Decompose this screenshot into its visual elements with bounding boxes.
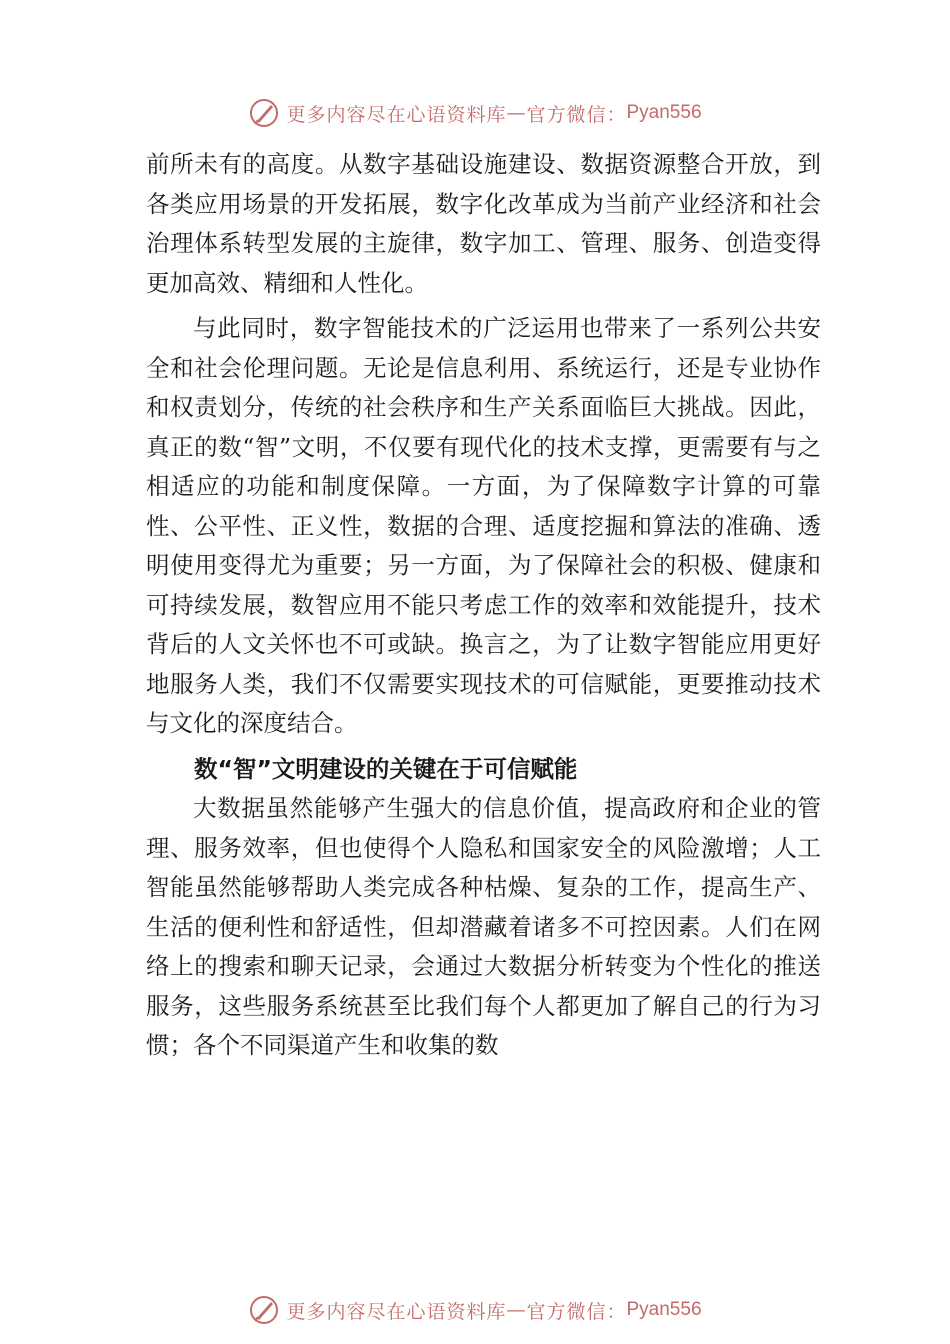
document-body [146, 145, 821, 1066]
banner-wechat-id: Pyan556 [626, 1299, 702, 1320]
paragraph-2: 与此同时，数字智能技术的广泛运用也带来了一系列公共安全和社会伦理问题。无论是信息利用、系统运行，还是专业协作和权责划分，传统的社会秩序和生产关系面临巨大挑战。因此，真正的数“智”文明，不仅要有现代化的技术支撑，更需要有与之相适应的功能和制度保障。一方面，为了保障数字计算的可靠性、公平性、正义性，数据的合理、适度挖掘和算法的准确、透明使用变得尤为重要；另一方面，为了保障社会的积极、健康和可持续发展，数智应用不能只考虑工作的效率和效能提升，技术背后的人文关怀也不可或缺。换言之，为了让数字智能应用更好地服务人类，我们不仅需要实现技术的可信赋能，更要推动技术与文化的深度结合。 [146, 314, 821, 737]
banner-site-text: 更多内容尽在心语资料库 [286, 1300, 507, 1323]
banner-dash: — [506, 102, 527, 124]
banner-wechat-label: 官方微信： [526, 103, 627, 126]
paragraph-3: 大数据虽然能够产生强大的信息价值，提高政府和企业的管理、服务效率，但也使得个人隐私和国家安全的风险激增；人工智能虽然能够帮助人类完成各种枯燥、复杂的工作，提高生产、生活的便利性和舒适性，但却潜藏着诸多不可控因素。人们在网络上的搜索和聊天记录，会通过大数据分析转变为个性化的推送服务，这些服务系统甚至比我们每个人都更加了解自己的行为习惯；各个不同渠道产生和收集的数 [146, 794, 821, 1059]
banner-wechat-label: 官方微信： [526, 1300, 627, 1323]
footer-watermark-banner [0, 1290, 950, 1330]
header-watermark-banner [0, 93, 950, 133]
banner-dash: — [506, 1299, 527, 1321]
quill-logo-icon [248, 97, 280, 129]
paragraph-1: 前所未有的高度。从数字基础设施建设、数据资源整合开放，到各类应用场景的开发拓展，数字化改革成为当前产业经济和社会治理体系转型发展的主旋律，数字加工、管理、服务、创造变得更加高效、精细和人性化。 [146, 150, 821, 297]
section-heading: 数“智”文明建设的关键在于可信赋能 [194, 754, 578, 783]
quill-logo-icon [248, 1294, 280, 1326]
banner-wechat-id: Pyan556 [626, 102, 702, 123]
banner-site-text: 更多内容尽在心语资料库 [286, 103, 507, 126]
